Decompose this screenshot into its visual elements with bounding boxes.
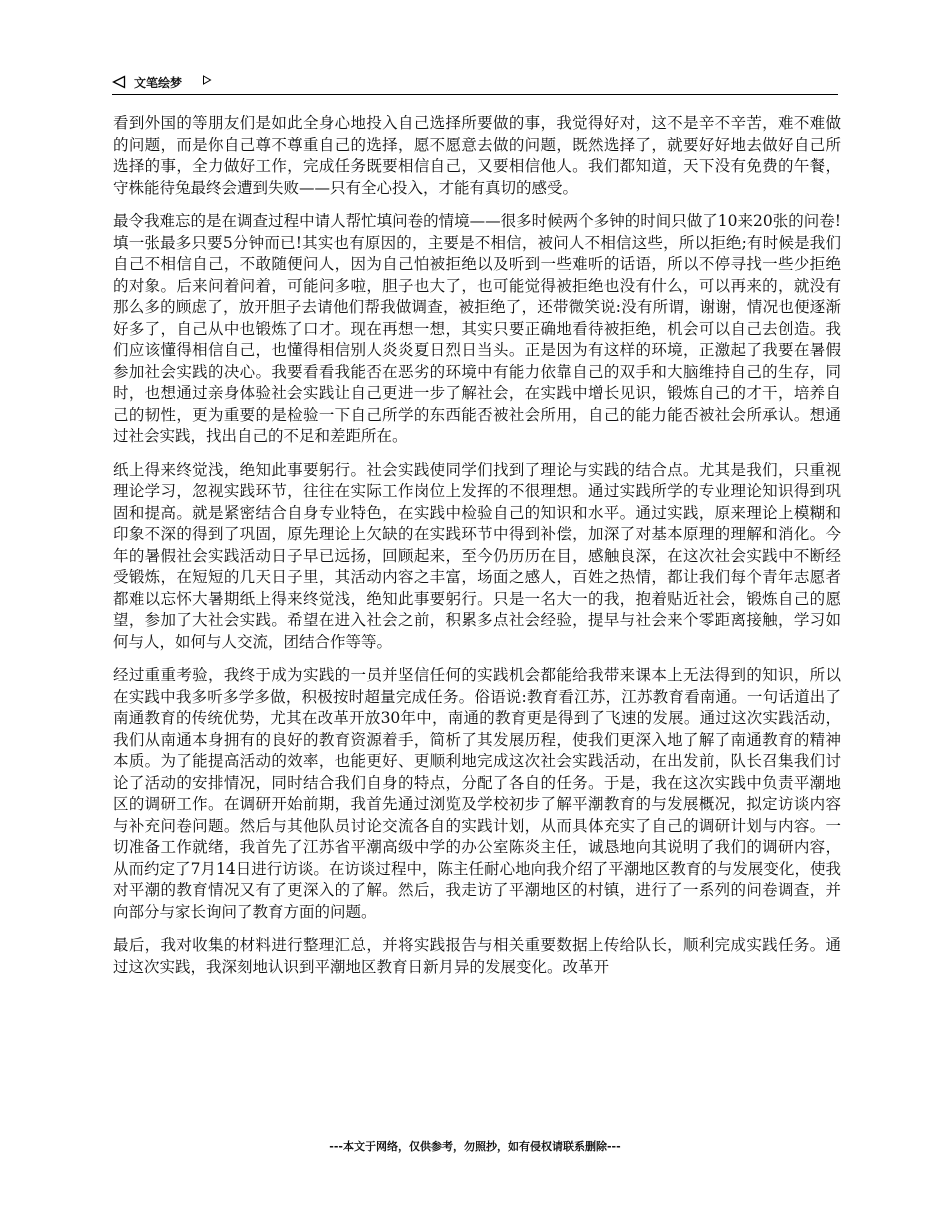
- document-body: [113, 113, 841, 990]
- triangle-left-icon[interactable]: [112, 75, 126, 89]
- paragraph: 最令我难忘的是在调查过程中请人帮忙填问卷的情境——很多时候两个多钟的时间只做了10来20张的问卷!填一张最多只要5分钟而已!其实也有原因的，主要是不相信，被问人不相信这些，所以拒绝;有时候是我们自己不相信自己，不敢随便问人，因为自己怕被拒绝以及听到一些难听的话语，所以不停寻找一些少拒绝的对象。后来问着问着，可能问多啦，胆子也大了，也可能觉得被拒绝也没有什么，可以再来的，就没有那么多的顾虑了，放开胆子去请他们帮我做调查，被拒绝了，还带微笑说:没有所谓，谢谢，情况也便逐渐好多了，自己从中也锻炼了口才。现在再想一想，其实只要正确地看待被拒绝，机会可以自己去创造。我们应该懂得相信自己，也懂得相信别人炎炎夏日烈日当头。正是因为有这样的环境，正激起了我要在暑假参加社会实践的决心。我要看看我能否在恶劣的环境中有能力依靠自己的双手和大脑维持自己的生存，同时，也想通过亲身体验社会实践让自己更进一步了解社会，在实践中增长见识，锻炼自己的才干，培养自己的韧性，更为重要的是检验一下自己所学的东西能否被社会所用，自己的能力能否被社会所承认。想通过社会实践，找出自己的不足和差距所在。: [113, 212, 841, 445]
- paragraph: 看到外国的等朋友们是如此全身心地投入自己选择所要做的事，我觉得好对，这不是辛不辛苦，难不难做的问题，而是你自己尊不尊重自己的选择，愿不愿意去做的问题，既然选择了，就要好好地去做好自己所选择的事，全力做好工作，完成任务既要相信自己，又要相信他人。我们都知道，天下没有免费的午餐，守株能待兔最终会遭到失败——只有全心投入，才能有真切的感受。: [113, 114, 841, 197]
- paragraph: 最后，我对收集的材料进行整理汇总，并将实践报告与相关重要数据上传给队长，顺利完成实践任务。通过这次实践，我深刻地认识到平潮地区教育日新月异的发展变化。改革开: [113, 936, 841, 976]
- triangle-right-icon[interactable]: [202, 75, 212, 85]
- paragraph: 经过重重考验，我终于成为实践的一员并坚信任何的实践机会都能给我带来课本上无法得到的知识，所以在实践中我多听多学多做，积极按时超量完成任务。俗语说:教育看江苏，江苏教育看南通。一句话道出了南通教育的传统优势，尤其在改革开放30年中，南通的教育更是得到了飞速的发展。通过这次实践活动，我们从南通本身拥有的良好的教育资源着手，简析了其发展历程，使我们更深入地了解了南通教育的精神本质。为了能提高活动的效率，也能更好、更顺利地完成这次社会实践活动，在出发前，队长召集我们讨论了活动的安排情况，同时结合我们自身的特点，分配了各自的任务。于是，我在这次实践中负责平潮地区的调研工作。在调研开始前期，我首先通过浏览及学校初步了解平潮教育的与发展概况，拟定访谈内容与补充问卷问题。然后与其他队员讨论交流各自的实践计划，从而具体充实了自己的调研计划与内容。一切准备工作就绪，我首先了江苏省平潮高级中学的办公室陈炎主任，诚恳地向其说明了我们的调研内容，从而约定了7月14日进行访谈。在访谈过程中，陈主任耐心地向我介绍了平潮地区教育的与发展变化，使我对平潮的教育情况又有了更深入的了解。然后，我走访了平潮地区的村镇，进行了一系列的问卷调查，并向部分与家长询问了教育方面的问题。: [113, 666, 841, 921]
- paragraph: 纸上得来终觉浅，绝知此事要躬行。社会实践使同学们找到了理论与实践的结合点。尤其是我们，只重视理论学习，忽视实践环节，往往在实际工作岗位上发挥的不很理想。通过实践所学的专业理论知识得到巩固和提高。就是紧密结合自身专业特色，在实践中检验自己的知识和水平。通过实践，原来理论上模糊和印象不深的得到了巩固，原先理论上欠缺的在实践环节中得到补偿，加深了对基本原理的理解和消化。今年的暑假社会实践活动日子早已远扬，回顾起来，至今仍历历在目，感触良深，在这次社会实践中不断经受锻炼，在短短的几天日子里，其活动内容之丰富，场面之感人，百姓之热情，都让我们每个青年志愿者都难以忘怀大暑期纸上得来终觉浅，绝知此事要躬行。只是一名大一的我，抱着贴近社会，锻炼自己的愿望，参加了大社会实践。希望在进入社会之前，积累多点社会经验，提早与社会来个零距离接触，学习如何与人，如何与人交流，团结合作等等。: [113, 460, 841, 651]
- brand-name: 文笔绘梦: [134, 76, 183, 90]
- copyright-notice: ---本文于网络，仅供参考，勿照抄，如有侵权请联系删除---: [329, 1140, 621, 1153]
- page-header: [112, 72, 838, 95]
